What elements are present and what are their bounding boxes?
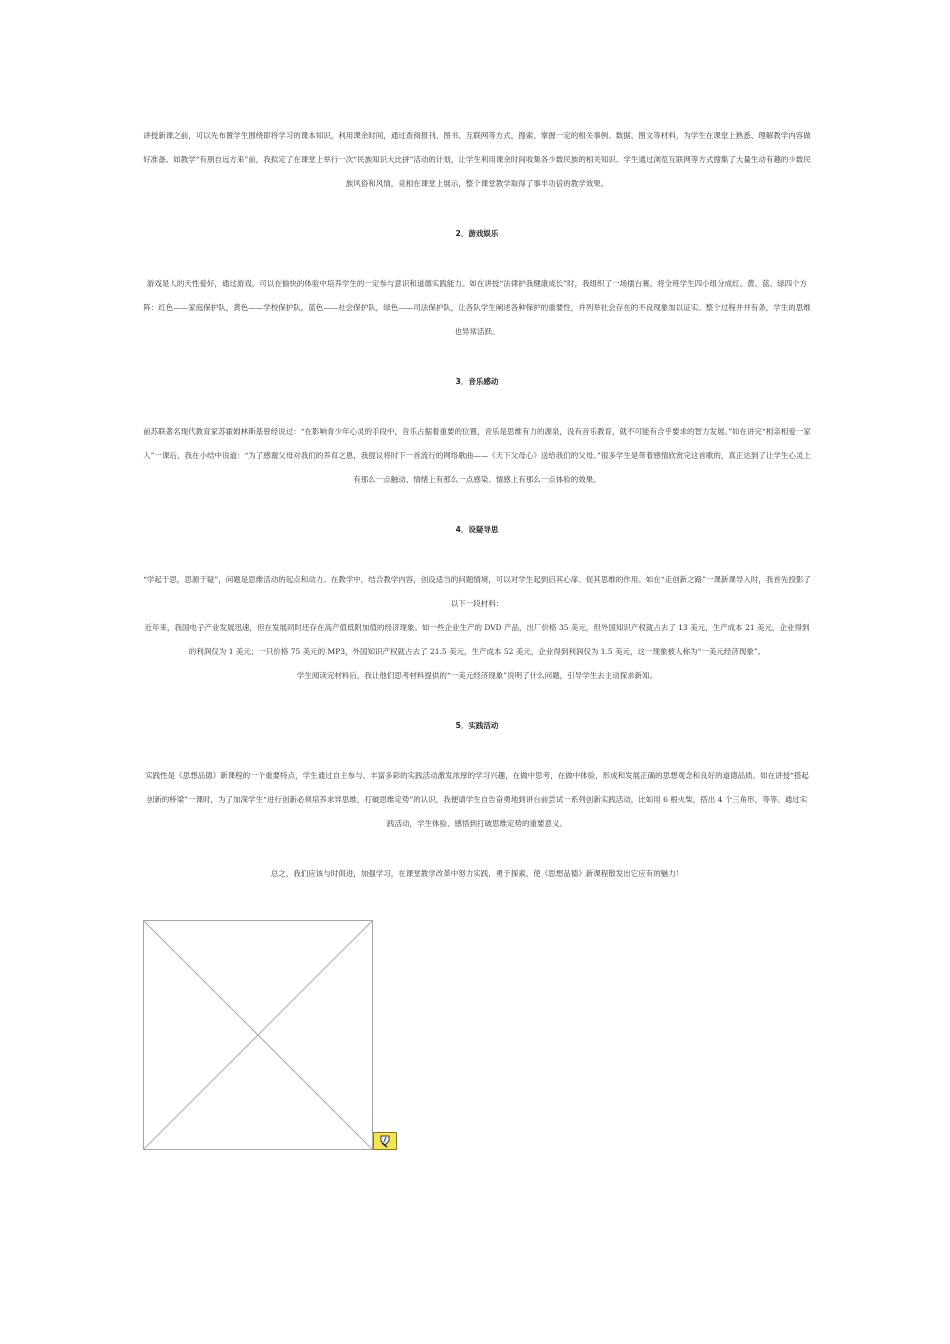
section-heading-practice: 5．实践活动 [455, 721, 499, 730]
conclusion-paragraph: 总之，我们应该与时俱进，加强学习，在课堂教学改革中努力实践，勇于探索，使《思想品德》新课程散发出它应有的魅力！ [270, 869, 684, 878]
section-paragraph: “学起于思，思源于疑”，问题是思维活动的起点和动力。在教学中，结合教学内容，创设适当的问题情境，可以对学生起到启其心扉、促其思维的作用。如在“走创新之路”一课新课导入时，我首先投影了以下一段材料： [143, 575, 811, 608]
section-heading-music: 3．音乐感动 [455, 377, 499, 386]
document-body [143, 124, 811, 886]
section-heading-games: 2．游戏娱乐 [455, 229, 499, 238]
image-placeholder [143, 920, 373, 1150]
section-paragraph: 学生阅读完材料后，我让他们思考材料提供的“一美元经济现象”说明了什么问题，引导学生去主动探求新知。 [296, 671, 658, 680]
intro-paragraph: 讲授新课之前，可以先布置学生围绕即将学习的课本知识，利用课余时间，通过查阅报刊、图书、互联网等方式，搜索、掌握一定的相关事例、数据、图文等材料，为学生在课堂上熟悉、理解教学内容做好准备。如教学“有朋自远方来”前，我拟定了在课堂上举行一次“民族知识大比拼”活动的计划，让学生利用课余时间收集各少数民族的相关知识。学生通过浏览互联网等方式搜集了大量生动有趣的少数民族风俗和风情，竞相在课堂上展示，整个课堂教学取得了事半功倍的教学效果。 [143, 131, 811, 188]
section-heading-questions: 4．设疑导思 [455, 525, 499, 534]
broken-image-icon [373, 1132, 397, 1150]
section-paragraph: 游戏是人的天性爱好，通过游戏，可以在愉快的体验中培养学生的一定参与意识和道德实践能力。如在讲授“法律护我健康成长”时，我组织了一场擂台赛。将全班学生四小组分成红、黄、蓝、绿四个方阵：红色——家庭保护队，黄色——学校保护队，蓝色——社会保护队，绿色——司法保护队，让各队学生阐述各种保护的重要性，并列举社会存在的不良现象加以证实。整个过程井井有条，学生的思维也异常活跃。 [143, 279, 811, 336]
placeholder-cross [144, 921, 372, 1149]
section-paragraph: 近年来，我国电子产业发展迅速，但在发展同时还存在高产值低附加值的经济现象。如一些企业生产的 DVD 产品，出厂价格 35 美元，但外国知识产权就占去了 13 美元，生产成本 21 美元，企业得到的利润仅为 1 美元；一只价格 75 美元的 MP3，外国知识产权就占去了 21.5 美元，生产成本 52 美元，企业得到利润仅为 1.5 美元，这一现象被人称为“一美元经济现象”。 [144, 623, 810, 656]
section-paragraph: 实践性是《思想品德》新课程的一个重要特点，学生通过自主参与、丰富多彩的实践活动激发浓厚的学习兴趣，在做中思考，在做中体验，形成和发展正确的思想观念和良好的道德品质。如在讲授“搭起创新的桥梁”一课时，为了加深学生“进行创新必须培养求异思维，打破思维定势”的认识，我便请学生自告奋勇地到讲台前尝试一系列创新实践活动，比如用 6 根火柴，搭出 4 个三角形，等等。通过实践活动，学生体验、感悟到打破思维定势的重要意义。 [145, 771, 809, 828]
section-paragraph: 前苏联著名现代教育家苏霍姆林斯基曾经说过：“在影响青少年心灵的手段中，音乐占据着重要的位置，音乐是思维有力的源泉，没有音乐教育，就不可能有合乎要求的智力发展。”如在讲完“相亲相爱一家人”一课后，我在小结中说道：“为了感谢父母对我们的养育之恩，我提议将时下一首流行的网络歌曲——《天下父母心》送给我们的父母。”很多学生是带着感情欣赏完这首歌的，真正达到了让学生心灵上有那么一点触动、情绪上有那么一点感染、情感上有那么一点体验的效果。 [143, 427, 811, 484]
